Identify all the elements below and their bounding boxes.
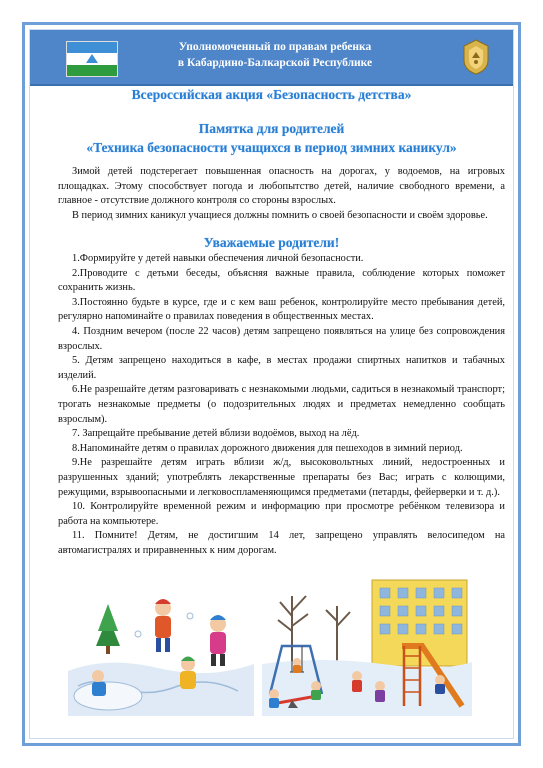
header-line-1: Уполномоченный по правам ребенка <box>178 41 372 53</box>
list-item: 11. Помните! Детям, не достигшим 14 лет, запрещено управлять велосипедом на автомагистралях и приравненных к ним дорогам. <box>58 530 505 556</box>
list-item: 3.Постоянно будьте в курсе, где и с кем ваш ребенок, контролируйте место пребывания детей, регулярно напоминайте о правилах поведения в общественных местах. <box>58 296 505 323</box>
children-snowball-fight-icon <box>68 576 254 716</box>
children-winter-playground-icon <box>262 576 472 716</box>
safety-rules-list <box>58 252 505 558</box>
memo-title: Памятка для родителей <box>198 121 345 136</box>
intro-text-2: В период зимних каникул учащиеся должны помнить о своей безопасности и своём здоровье. <box>72 210 488 221</box>
memo-subtitle: «Техника безопасности учащихся в период зимних каникул» <box>86 140 457 155</box>
list-item: 10. Контролируйте временной режим и информацию при просмотре ребёнком телевизора и работа на компьютере. <box>58 501 505 527</box>
list-item: 7. Запрещайте пребывание детей вблизи водоёмов, выход на лёд. <box>72 428 360 440</box>
list-item: 2.Проводите с детьми беседы, объясняя важные правила, соблюдение которых поможет сохранить жизнь. <box>58 267 505 294</box>
greeting-heading: Уважаемые родители! <box>203 235 340 250</box>
kbr-flag-icon <box>66 41 118 77</box>
header-banner <box>30 30 513 86</box>
campaign-title: Всероссийская акция «Безопасность детства» <box>131 87 412 102</box>
list-item: 8.Напоминайте детям о правилах дорожного движения для пешеходов в зимний период. <box>72 442 463 454</box>
header-line-2: в Кабардино-Балкарской Республике <box>177 57 373 69</box>
list-item: 4. Поздним вечером (после 22 часов) детям запрещено появляться на улице без сопровождения взрослых. <box>58 325 505 352</box>
header-title <box>140 39 410 71</box>
list-item: 9.Не разрешайте детям играть вблизи ж/д, высоковольтных линий, недостроенных и разрушенных зданий; употреблять лекарственные препараты без Вас; играть с колющими, режущими, взрывоопасными и легковоспламеняющимся предметами (петарды, фейерверки и т. д.). <box>58 457 505 498</box>
kbr-coat-of-arms-icon <box>461 38 491 76</box>
intro-text-1: Зимой детей подстерегает повышенная опасность на дорогах, у водоемов, на игровых площадках. Этому способствует погода и любопытство детей, наличие свободного времени, а главное - отсутствие должного контроля со стороны взрослых. <box>58 166 505 207</box>
list-item: 6.Не разрешайте детям разговаривать с незнакомыми людьми, садиться в незнакомый транспорт; трогать незнакомые предметы (о подозрительных людях и предметах немедленно сообщать взрослым). <box>58 384 505 425</box>
list-item: 5. Детям запрещено находиться в кафе, в местах продажи спиртных напитков и табачных изделий. <box>58 355 505 381</box>
intro-paragraph-2 <box>58 209 505 224</box>
list-item: 1.Формируйте у детей навыки обеспечения личной безопасности. <box>72 253 364 264</box>
intro-paragraph-1 <box>58 165 505 209</box>
